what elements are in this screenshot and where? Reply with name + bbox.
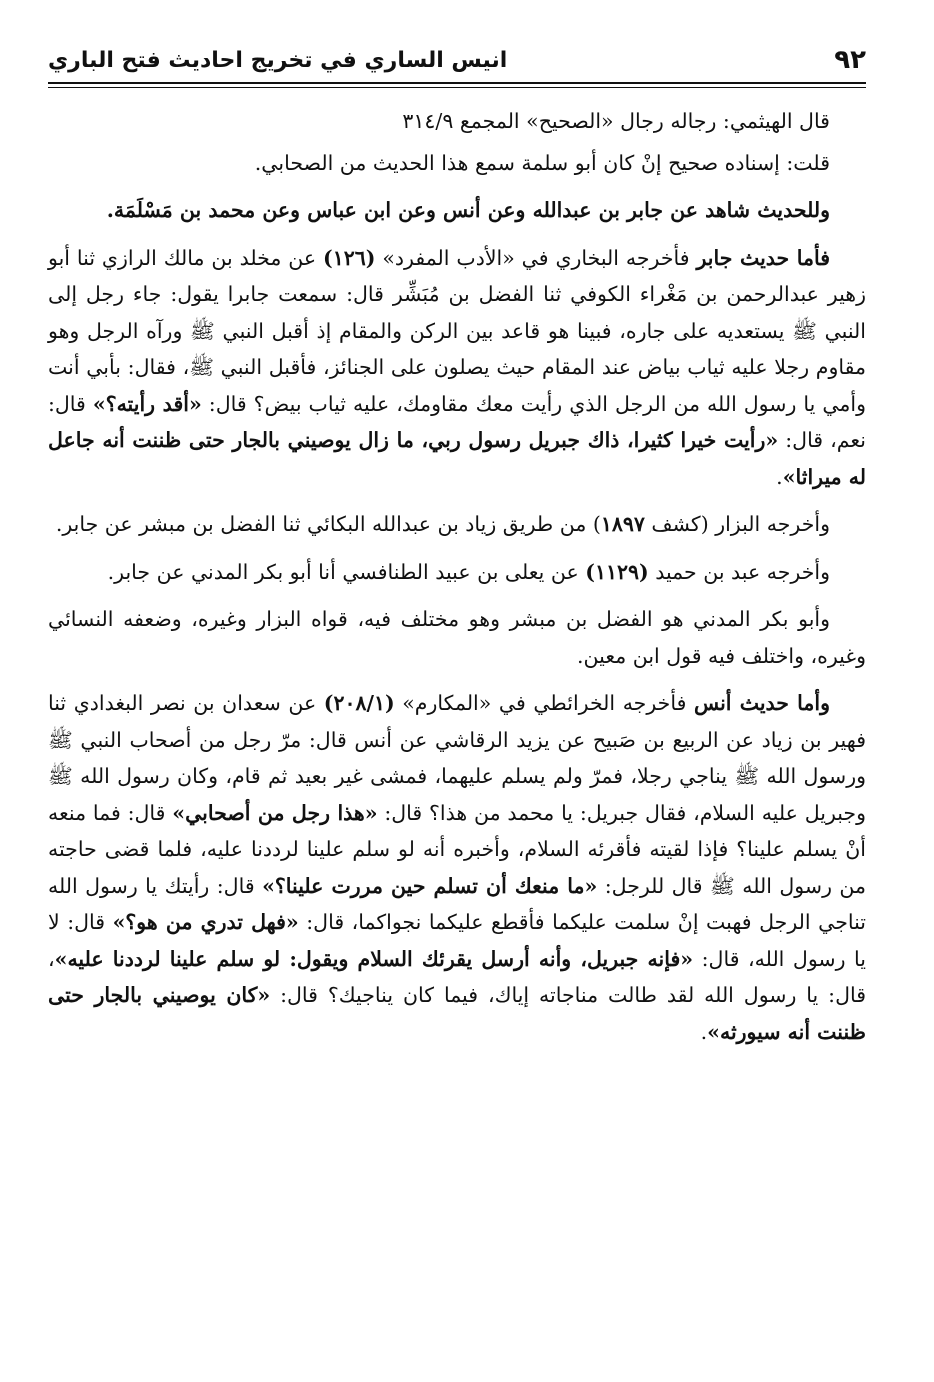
text-run: ) من طريق زياد بن عبدالله البكائي ثنا الفضل بن مبشر عن جابر. xyxy=(55,512,601,536)
paragraph xyxy=(48,103,866,140)
bold-text-run: «فهل تدري من هو؟» xyxy=(112,910,299,934)
paragraph xyxy=(48,192,866,229)
text-run: فأخرجه البخاري في «الأدب المفرد» xyxy=(375,245,697,270)
book-page xyxy=(48,0,866,1382)
text-run: عن يعلى بن عبيد الطنافسي أنا أبو بكر المدني عن جابر. xyxy=(107,559,586,584)
bold-text-run: «فإنه جبريل، وأنه أرسل يقرئك السلام ويقول: لو سلم علينا لرددنا عليه» xyxy=(54,946,694,971)
bold-text-run: وأما حديث أنس xyxy=(693,691,830,715)
text-run: وأخرجه البزار (كشف xyxy=(644,512,830,536)
bold-text-run: ١٨٩٧ xyxy=(600,512,645,536)
text-run: . xyxy=(776,464,783,489)
bold-text-run: «رأيت خيرا كثيرا، ذاك جبريل رسول ربي، ما زال يوصيني بالجار حتى ظننت أنه جاعل له ميراثا» xyxy=(48,428,866,489)
bold-text-run: «هذا رجل من أصحابي» xyxy=(172,800,378,825)
page-number: ٩٢ xyxy=(834,45,866,75)
paragraph xyxy=(48,685,866,1050)
bold-text-run: فأما حديث جابر xyxy=(696,245,831,270)
text-run: قال: فما منعه أنْ يسلم علينا؟ فإذا لقيته فأقرئه السلام، وأخبره أنه لو سلم علينا لرددنا عليه، فلما قضى حاجته من رسول الله ﷺ قال للرجل: xyxy=(48,800,866,898)
text-run: قال: رأيتك يا رسول الله تناجي الرجل فهبت إنْ سلمت عليكما فأقطع عليكما نجواكما، قال: xyxy=(48,873,867,934)
text-run: قلت: إسناده صحيح إنْ كان أبو سلمة سمع هذا الحديث من الصحابي. xyxy=(254,150,830,175)
text-run: وأخرجه عبد بن حميد xyxy=(648,559,830,584)
text-run: قال الهيثمي: رجاله رجال «الصحيح» المجمع ٣١٤/٩ xyxy=(402,109,830,133)
text-run: وأبو بكر المدني هو الفضل بن مبشر وهو مختلف فيه، قواه البزار وغيره، وضعفه النسائي وغيره، واختلف فيه قول ابن معين. xyxy=(48,607,866,668)
text-run: ، قال: يا رسول الله لقد طالت مناجاته إياك، فيما كان يناجيك؟ قال: xyxy=(48,946,867,1007)
text-run: . xyxy=(700,1019,708,1044)
paragraph xyxy=(48,506,866,543)
text-run: قال: لا يا رسول الله، قال: xyxy=(48,910,866,971)
paragraph xyxy=(48,240,866,496)
paragraph xyxy=(48,145,866,182)
text-run: عن مخلد بن مالك الرازي ثنا أبو زهير عبدالرحمن بن مَغْراء الكوفي ثنا الفضل بن مُبَشِّر قال: سمعت جابرا يقول: جاء رجل إلى النبي ﷺ يستعديه على جاره، فبينا هو قاعد بين الركن والمقام إذ أقبل النبي ﷺ ورآه الرجل وهو مقاوم رجلا عليه ثياب بياض عند المقام حيث يصلون على الجنائز، فأقبل النبي ﷺ، فقال: بأبي أنت وأمي يا رسول الله من الرجل الذي رأيت معك مقاومك، عليه ثياب بيض؟ قال: xyxy=(48,245,866,416)
bold-text-run: (١١٢٩) xyxy=(585,559,649,584)
paragraph xyxy=(48,601,866,674)
text-run: قال: نعم، قال: xyxy=(48,391,866,452)
bold-text-run: (١٢٦) xyxy=(323,245,376,270)
body-text xyxy=(48,103,866,1061)
text-run: عن سعدان بن نصر البغدادي ثنا فهير بن زياد عن الربيع بن صَبيح عن يزيد الرقاشي عن أنس قال: مرّ رجل من أصحاب النبي ﷺ ورسول الله ﷺ يناجي رجلا، فمرّ ولم يسلم عليهما، فمشى غير بعيد ثم قام، وكان رسول الله ﷺ وجبريل عليه السلام، فقال جبريل: يا محمد من هذا؟ قال: xyxy=(48,691,867,825)
page-header xyxy=(48,40,866,80)
header-rule-thick xyxy=(48,82,866,84)
bold-text-run: وللحديث شاهد عن جابر بن عبدالله وعن أنس وعن ابن عباس وعن محمد بن مَسْلَمَة. xyxy=(106,198,830,222)
paragraph xyxy=(48,554,866,591)
bold-text-run: «كان يوصيني بالجار حتى ظننت أنه سيورثه» xyxy=(48,983,866,1044)
header-rule-thin xyxy=(48,87,866,88)
running-title: انيس الساري في تخريج احاديث فتح الباري xyxy=(48,47,508,73)
bold-text-run: «ما منعك أن تسلم حين مررت علينا؟» xyxy=(262,873,598,898)
bold-text-run: (٢٠٨/١) xyxy=(323,691,395,715)
text-run: فأخرجه الخرائطي في «المكارم» xyxy=(394,691,694,715)
bold-text-run: «أقد رأيته؟» xyxy=(92,391,202,416)
